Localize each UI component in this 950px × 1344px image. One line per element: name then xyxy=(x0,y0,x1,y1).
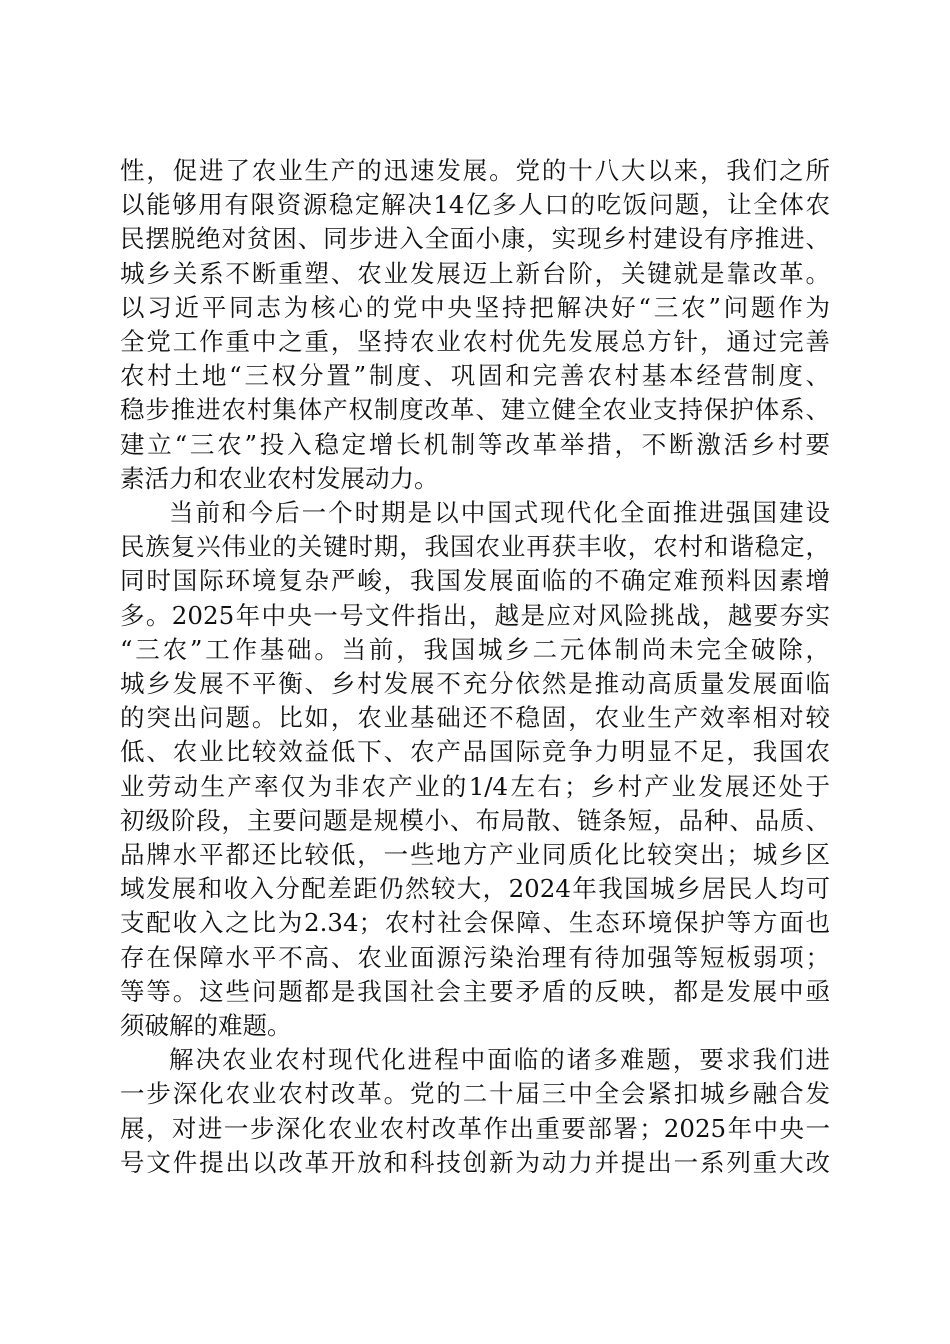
text-line: 初级阶段，主要问题是规模小、布局散、链条短，品种、品质、 xyxy=(120,805,830,835)
paragraph-2 xyxy=(120,496,830,1043)
paragraph-1 xyxy=(120,154,830,496)
document-page xyxy=(120,154,830,1180)
text-line: 业劳动生产率仅为非农产业的1/4左右；乡村产业发展还处于 xyxy=(120,771,830,801)
text-line: 民摆脱绝对贫困、同步进入全面小康，实现乡村建设有序推进、 xyxy=(120,224,830,254)
text-line: 建立“三农”投入稳定增长机制等改革举措，不断激活乡村要 xyxy=(120,429,830,459)
text-line: 支配收入之比为2.34；农村社会保障、生态环境保护等方面也 xyxy=(120,908,830,938)
text-line: 城乡发展不平衡、乡村发展不充分依然是推动高质量发展面临 xyxy=(120,669,830,699)
text-line: 存在保障水平不高、农业面源污染治理有待加强等短板弱项； xyxy=(120,942,830,972)
text-line: 一步深化农业农村改革。党的二十届三中全会紧扣城乡融合发 xyxy=(120,1079,830,1109)
text-line: 同时国际环境复杂严峻，我国发展面临的不确定难预料因素增 xyxy=(120,566,830,596)
text-line: 民族复兴伟业的关键时期，我国农业再获丰收，农村和谐稳定， xyxy=(120,532,830,562)
text-line: “三农”工作基础。当前，我国城乡二元体制尚未完全破除， xyxy=(120,634,830,664)
text-line: 多。2025年中央一号文件指出，越是应对风险挑战，越要夯实 xyxy=(120,600,830,630)
text-line: 等等。这些问题都是我国社会主要矛盾的反映，都是发展中亟 xyxy=(120,976,830,1006)
text-line: 域发展和收入分配差距仍然较大，2024年我国城乡居民人均可 xyxy=(120,874,830,904)
text-line: 城乡关系不断重塑、农业发展迈上新台阶，关键就是靠改革。 xyxy=(120,258,830,288)
text-line: 号文件提出以改革开放和科技创新为动力并提出一系列重大改 xyxy=(120,1147,830,1177)
text-line: 以习近平同志为核心的党中央坚持把解决好“三农”问题作为 xyxy=(120,292,830,322)
text-line: 展，对进一步深化农业农村改革作出重要部署；2025年中央一 xyxy=(120,1113,830,1143)
text-line: 低、农业比较效益低下、农产品国际竞争力明显不足，我国农 xyxy=(120,737,830,767)
text-line: 品牌水平都还比较低，一些地方产业同质化比较突出；城乡区 xyxy=(120,840,830,870)
text-line: 性，促进了农业生产的迅速发展。党的十八大以来，我们之所 xyxy=(120,156,830,185)
text-line: 须破解的难题。 xyxy=(120,1011,292,1041)
text-line: 稳步推进农村集体产权制度改革、建立健全农业支持保护体系、 xyxy=(120,395,830,425)
text-line: 的突出问题。比如，农业基础还不稳固，农业生产效率相对较 xyxy=(120,703,830,733)
text-line: 全党工作重中之重，坚持农业农村优先发展总方针，通过完善 xyxy=(120,327,830,357)
text-line: 解决农业农村现代化进程中面临的诸多难题，要求我们进 xyxy=(169,1045,830,1075)
paragraph-3 xyxy=(120,1043,830,1180)
text-line: 当前和今后一个时期是以中国式现代化全面推进强国建设 xyxy=(169,498,830,528)
text-line: 农村土地“三权分置”制度、巩固和完善农村基本经营制度、 xyxy=(120,361,830,391)
text-line: 素活力和农业农村发展动力。 xyxy=(120,463,439,493)
text-line: 以能够用有限资源稳定解决14亿多人口的吃饭问题，让全体农 xyxy=(120,190,830,220)
